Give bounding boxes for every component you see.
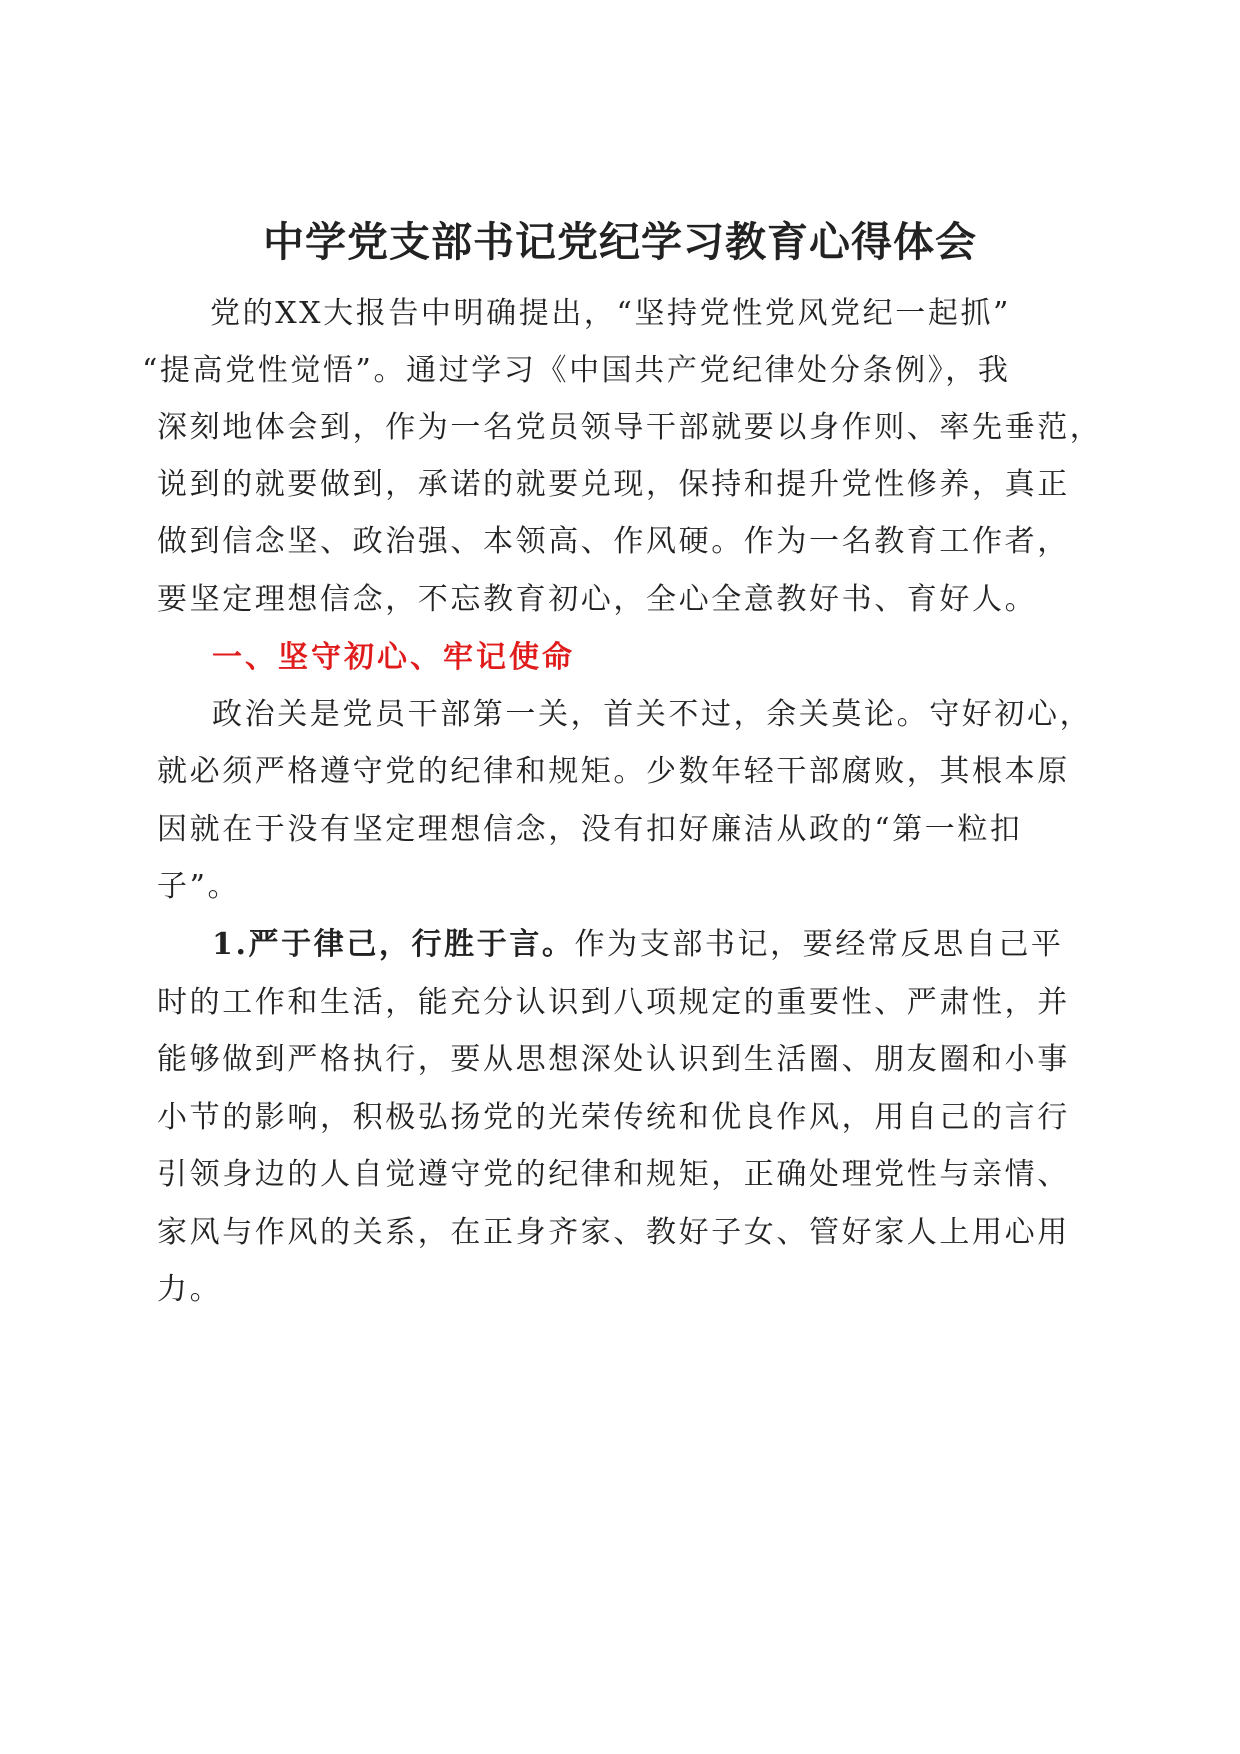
point-line-3: 能够做到严格执行，要从思想深处认识到生活圈、朋友圈和小事 — [157, 1042, 1070, 1077]
section-heading: 一、坚守初心、牢记使命 — [212, 640, 575, 675]
section-line-2: 就必须严格遵守党的纪律和规矩。少数年轻干部腐败，其根本原 — [157, 754, 1070, 789]
section-line-3: 因就在于没有坚定理想信念，没有扣好廉洁从政的“第一粒扣 — [157, 812, 1023, 847]
page-title: 中学党支部书记党纪学习教育心得体会 — [263, 218, 977, 266]
point-heading: 1.严于律己，行胜于言。 — [212, 927, 575, 962]
point-line-1-text: 作为支部书记，要经常反思自己平 — [574, 927, 1064, 962]
section-line-1: 政治关是党员干部第一关，首关不过，余关莫论。守好初心， — [212, 697, 1093, 732]
point-line-7: 力。 — [157, 1272, 223, 1307]
point-line-6: 家风与作风的关系，在正身齐家、教好子女、管好家人上用心用 — [157, 1215, 1070, 1250]
section-line-4: 子”。 — [157, 869, 241, 904]
intro-line-2: “提高党性觉悟”。通过学习《中国共产党纪律处分条例》，我 — [142, 353, 1011, 388]
intro-line-3: 深刻地体会到，作为一名党员领导干部就要以身作则、率先垂范， — [157, 410, 1103, 445]
point-line-1 — [212, 923, 1142, 967]
intro-line-1: 党的XX大报告中明确提出，“坚持党性党风党纪一起抓” — [210, 296, 1011, 331]
intro-line-5: 做到信念坚、政治强、本领高、作风硬。作为一名教育工作者， — [157, 524, 1070, 559]
intro-line-6: 要坚定理想信念，不忘教育初心，全心全意教好书、育好人。 — [157, 582, 1038, 617]
point-line-4: 小节的影响，积极弘扬党的光荣传统和优良作风，用自己的言行 — [157, 1100, 1070, 1135]
point-line-5: 引领身边的人自觉遵守党的纪律和规矩，正确处理党性与亲情、 — [157, 1157, 1070, 1192]
point-line-2: 时的工作和生活，能充分认识到八项规定的重要性、严肃性，并 — [157, 985, 1070, 1020]
intro-line-4: 说到的就要做到，承诺的就要兑现，保持和提升党性修养，真正 — [157, 467, 1070, 502]
